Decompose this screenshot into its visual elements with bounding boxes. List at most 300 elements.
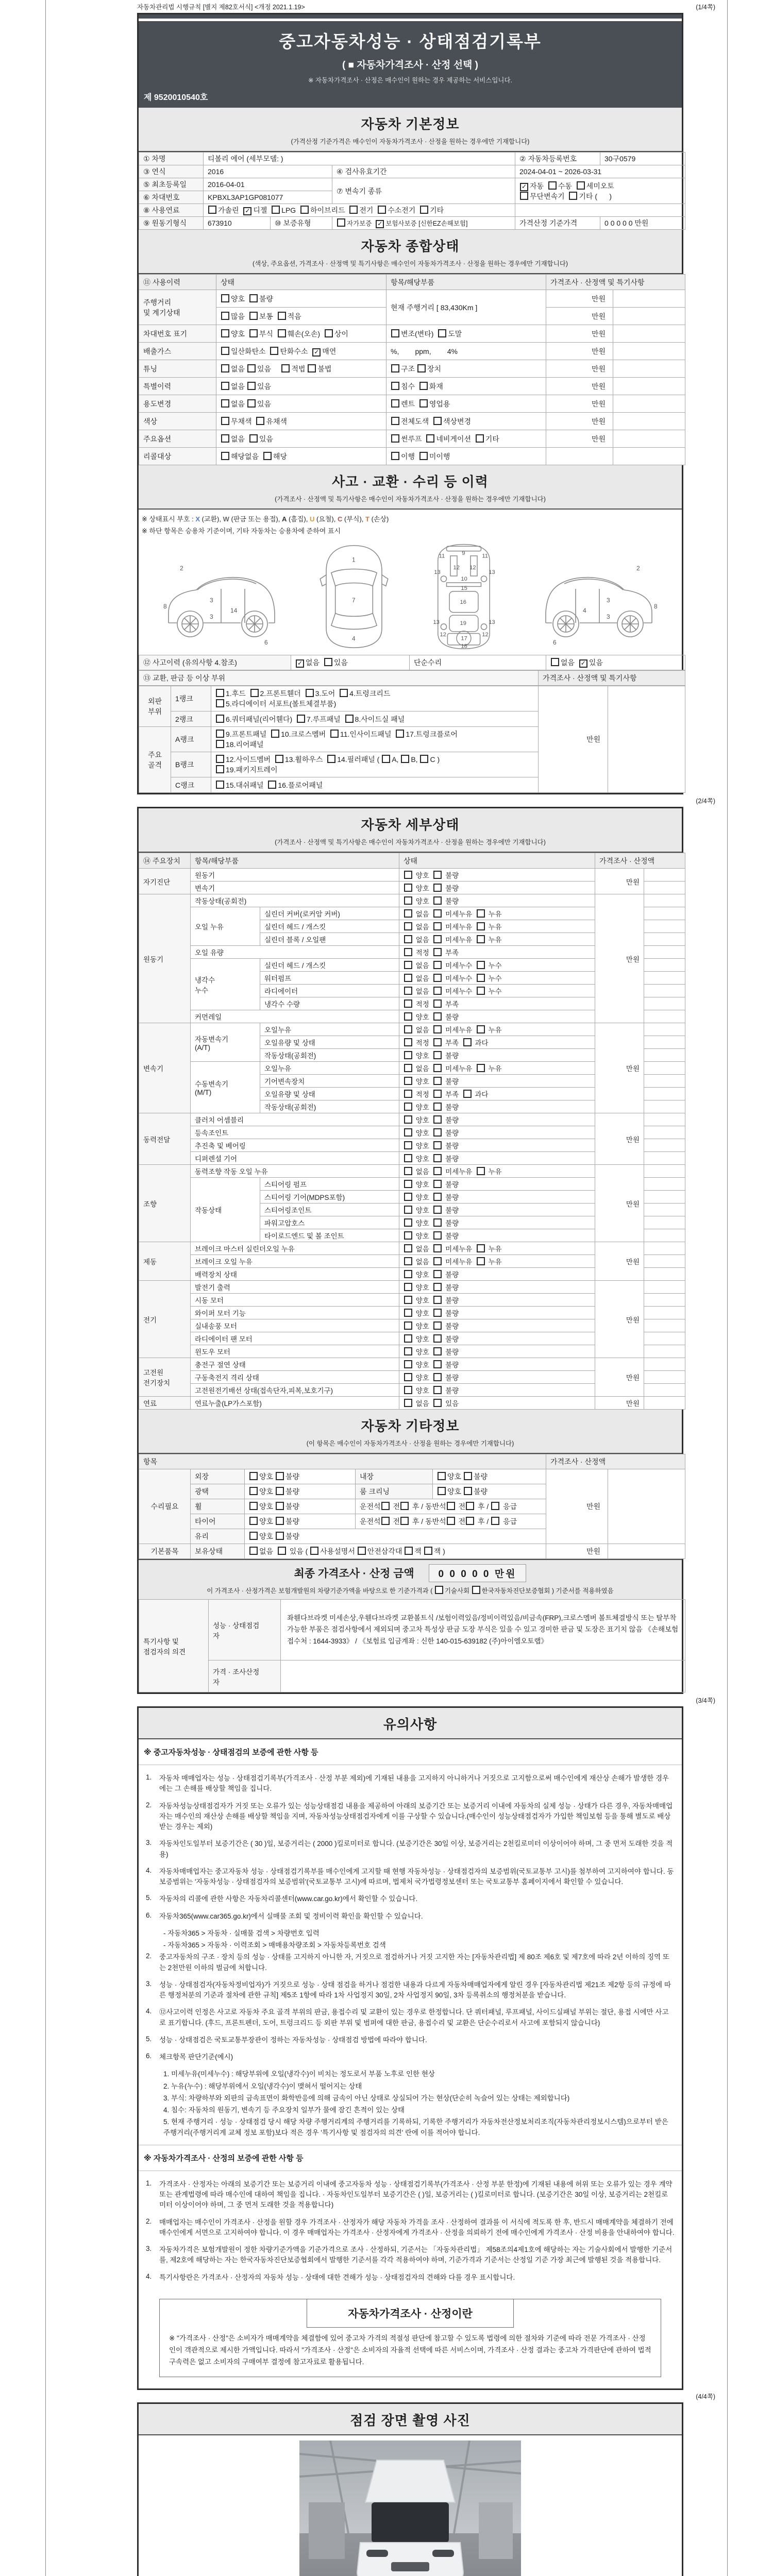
checkbox[interactable] bbox=[477, 1025, 485, 1033]
checkbox[interactable] bbox=[491, 1517, 499, 1525]
checkbox[interactable] bbox=[433, 1296, 442, 1304]
checkbox[interactable] bbox=[404, 1167, 412, 1175]
checkbox[interactable] bbox=[466, 1502, 474, 1510]
checkbox[interactable] bbox=[216, 699, 224, 707]
checkbox[interactable] bbox=[221, 399, 229, 408]
checkbox[interactable] bbox=[221, 294, 229, 302]
checkbox[interactable] bbox=[433, 1141, 442, 1149]
checkbox[interactable] bbox=[276, 1532, 284, 1540]
checkbox[interactable] bbox=[433, 1373, 442, 1381]
checkbox[interactable] bbox=[208, 206, 216, 214]
checkbox[interactable] bbox=[463, 1038, 472, 1046]
checkbox[interactable] bbox=[404, 1360, 412, 1368]
table-row bbox=[139, 448, 685, 465]
state-code-text: (요철), bbox=[314, 515, 338, 523]
checkbox[interactable] bbox=[330, 730, 339, 738]
checkbox[interactable] bbox=[404, 1193, 412, 1201]
checkbox[interactable] bbox=[250, 689, 259, 697]
checkbox[interactable] bbox=[216, 765, 224, 773]
diagram-number: 6 bbox=[264, 639, 268, 646]
checkbox[interactable] bbox=[404, 1064, 412, 1072]
checkbox[interactable] bbox=[247, 399, 256, 408]
checkbox[interactable] bbox=[433, 1347, 442, 1355]
checkbox-checked[interactable]: ✓ bbox=[520, 183, 528, 191]
checkbox[interactable] bbox=[433, 1270, 442, 1278]
checkbox[interactable] bbox=[404, 999, 412, 1008]
note-cell bbox=[644, 1191, 685, 1204]
photos-body bbox=[139, 2435, 682, 2576]
state-cell: 없음 미세누유 누유 bbox=[399, 1062, 595, 1075]
checkbox[interactable] bbox=[221, 329, 229, 337]
checkbox-checked[interactable]: ✓ bbox=[296, 659, 304, 668]
checkbox[interactable] bbox=[401, 755, 409, 763]
state-cell: 양호 불량 bbox=[399, 1294, 595, 1307]
checkbox[interactable] bbox=[381, 1502, 390, 1510]
checkbox[interactable] bbox=[276, 1472, 284, 1480]
notice-item bbox=[146, 1773, 675, 1794]
notice-item-text: 자동차인도일부터 보증기간은 ( 30 )일, 보증거리는 ( 2000 )킬로미터로 합니다. (보증기간은 30일 이상, 보증거리는 2천킬로미터 이상이어야 하며, 그 중 먼저 도래한 것을 적용) bbox=[159, 1840, 673, 1858]
checkbox[interactable] bbox=[404, 1206, 412, 1214]
col-state: 상태 bbox=[399, 853, 595, 869]
reg-number-value: 30구0579 bbox=[600, 152, 685, 165]
checkbox[interactable] bbox=[404, 1038, 412, 1046]
checkbox[interactable] bbox=[433, 1103, 442, 1111]
table-row bbox=[139, 178, 685, 191]
checkbox[interactable] bbox=[477, 1257, 485, 1265]
checkbox[interactable] bbox=[404, 1128, 412, 1137]
checkbox[interactable] bbox=[270, 347, 278, 355]
checkbox[interactable] bbox=[268, 781, 276, 789]
checkbox[interactable] bbox=[433, 1180, 442, 1188]
checkbox[interactable] bbox=[404, 1296, 412, 1304]
checkbox[interactable] bbox=[391, 399, 399, 408]
checkbox[interactable] bbox=[433, 1154, 442, 1162]
checkbox[interactable] bbox=[433, 1115, 442, 1124]
document-number: 제 9520010540호 bbox=[144, 93, 208, 102]
checkbox[interactable] bbox=[404, 1257, 412, 1265]
checkbox[interactable] bbox=[404, 935, 412, 943]
rank-items: 12.사이드멤버 13.휠하우스 14.필러패널 ( A, B, C ) 19.패키지트레이 bbox=[211, 752, 539, 777]
notice-item bbox=[146, 2273, 675, 2283]
checkbox[interactable] bbox=[263, 452, 272, 460]
note-cell bbox=[644, 985, 685, 997]
checkbox[interactable] bbox=[404, 948, 412, 956]
state-cell: 없음 미세누유 누유 bbox=[399, 1023, 595, 1036]
item-label: 작동상태 bbox=[191, 1178, 260, 1242]
checkbox[interactable] bbox=[404, 1373, 412, 1381]
checkbox[interactable] bbox=[276, 1502, 284, 1510]
diagram-number: 2 bbox=[636, 565, 640, 572]
state-cell: 양호 불량 bbox=[399, 1332, 595, 1345]
checkbox[interactable] bbox=[438, 329, 446, 337]
col-items: 항목/해당부품 bbox=[386, 275, 546, 290]
checkbox[interactable] bbox=[249, 1472, 258, 1480]
checkbox[interactable] bbox=[404, 1321, 412, 1330]
checkbox[interactable] bbox=[433, 1257, 442, 1265]
item-label: 와이퍼 모터 기능 bbox=[191, 1307, 399, 1319]
checkbox[interactable] bbox=[349, 206, 358, 214]
checkbox[interactable] bbox=[221, 417, 229, 425]
checkbox[interactable] bbox=[520, 192, 528, 200]
checkbox[interactable] bbox=[271, 730, 279, 738]
note-cell bbox=[644, 972, 685, 985]
state-cell: 없음 있음 bbox=[216, 378, 386, 395]
panel-group-label: 주요 골격 bbox=[139, 727, 171, 793]
state-cell: 양호 불량 bbox=[399, 1358, 595, 1371]
checkbox[interactable] bbox=[300, 206, 309, 214]
checkbox[interactable] bbox=[472, 1586, 480, 1594]
checkbox[interactable] bbox=[433, 1167, 442, 1175]
checkbox[interactable] bbox=[345, 715, 354, 723]
checkbox[interactable] bbox=[420, 206, 428, 214]
checkbox[interactable] bbox=[325, 329, 333, 337]
checkbox[interactable] bbox=[447, 1517, 455, 1525]
checkbox[interactable] bbox=[404, 1218, 412, 1227]
checkbox[interactable] bbox=[221, 452, 229, 460]
checkbox[interactable] bbox=[433, 909, 442, 918]
diagram-number: 17 bbox=[461, 635, 467, 642]
checkbox-checked[interactable]: ✓ bbox=[312, 348, 321, 357]
notice-item-number: 3. bbox=[146, 1979, 152, 1988]
checkbox[interactable] bbox=[327, 755, 335, 763]
notice-item bbox=[146, 2007, 675, 2028]
checkbox[interactable] bbox=[476, 434, 484, 443]
checkbox[interactable] bbox=[216, 730, 224, 738]
checkbox[interactable] bbox=[419, 452, 428, 460]
checkbox[interactable] bbox=[404, 871, 412, 879]
checkbox[interactable] bbox=[404, 896, 412, 905]
checkbox[interactable] bbox=[249, 1532, 258, 1540]
checkbox[interactable] bbox=[551, 658, 559, 666]
note-cell bbox=[644, 997, 685, 1010]
checkbox[interactable] bbox=[477, 1167, 485, 1175]
checkbox[interactable] bbox=[340, 689, 348, 697]
checkbox[interactable] bbox=[404, 1154, 412, 1162]
checkbox[interactable] bbox=[216, 781, 224, 789]
checkbox[interactable] bbox=[433, 871, 442, 879]
checkbox[interactable] bbox=[404, 1051, 412, 1059]
col-price: 가격조사 · 산정액 bbox=[546, 1454, 685, 1469]
checkbox[interactable] bbox=[391, 329, 399, 337]
checkbox[interactable] bbox=[306, 689, 314, 697]
checkbox[interactable] bbox=[405, 1547, 413, 1555]
item-cell: 변조(변타) 도말 bbox=[386, 325, 546, 343]
checkbox[interactable] bbox=[433, 922, 442, 930]
checkbox[interactable] bbox=[433, 961, 442, 969]
checkbox[interactable] bbox=[404, 987, 412, 995]
engine-type-label: ⑨ 원동기형식 bbox=[139, 217, 204, 230]
checkbox[interactable] bbox=[426, 434, 434, 443]
checkbox[interactable] bbox=[433, 1025, 442, 1033]
checkbox[interactable] bbox=[391, 417, 399, 425]
checkbox[interactable] bbox=[404, 884, 412, 892]
checkbox[interactable] bbox=[404, 1077, 412, 1085]
photos-title: 점검 장면 촬영 사진 bbox=[350, 2412, 470, 2428]
checkbox[interactable] bbox=[249, 1487, 258, 1495]
diagram-number: 8 bbox=[163, 603, 167, 610]
state-cell: 양호 불량 bbox=[399, 1268, 595, 1281]
checkbox[interactable] bbox=[249, 312, 258, 320]
item-label: 외장 bbox=[191, 1469, 245, 1484]
checkbox[interactable] bbox=[491, 1502, 499, 1510]
checkbox[interactable] bbox=[404, 1180, 412, 1188]
checkbox[interactable] bbox=[464, 1487, 472, 1495]
checkbox[interactable] bbox=[404, 1283, 412, 1291]
checkbox[interactable] bbox=[433, 896, 442, 905]
checkbox[interactable] bbox=[216, 740, 224, 748]
table-header-row bbox=[139, 275, 685, 290]
table-row bbox=[139, 204, 685, 217]
exchange-rank-table bbox=[139, 686, 685, 793]
item-cell: %, ppm, 4% bbox=[386, 343, 546, 360]
checkbox[interactable] bbox=[281, 364, 290, 372]
state-cell: 양호 불량 bbox=[399, 1139, 595, 1152]
checkbox[interactable] bbox=[417, 364, 426, 372]
diagram-number: 6 bbox=[553, 639, 557, 646]
checkbox[interactable] bbox=[463, 1090, 472, 1098]
price-cell: 만원 bbox=[546, 395, 613, 413]
checkbox[interactable] bbox=[247, 382, 256, 390]
checkbox[interactable] bbox=[404, 1244, 412, 1252]
checkbox[interactable] bbox=[477, 909, 485, 918]
appraiser-label: 가격 · 조사산정 자 bbox=[209, 1660, 281, 1692]
checkbox[interactable] bbox=[464, 1472, 472, 1480]
holding-state-label: 보유상태 bbox=[191, 1544, 245, 1559]
checkbox[interactable] bbox=[577, 181, 585, 190]
notice-item bbox=[146, 1952, 675, 1973]
basic-items-group-label: 기본품목 bbox=[139, 1544, 191, 1559]
checkbox[interactable] bbox=[216, 755, 224, 763]
checkbox-checked[interactable]: ✓ bbox=[579, 659, 587, 668]
accident-history-subtitle: (가격조사 · 산정액 및 특기사항은 매수인이 자동차가격조사 · 산정을 원하는 경우에만 기재합니다) bbox=[275, 496, 546, 503]
note-cell bbox=[644, 882, 685, 894]
checkbox[interactable] bbox=[249, 294, 258, 302]
checkbox[interactable] bbox=[391, 452, 399, 460]
checkbox[interactable] bbox=[404, 1334, 412, 1343]
checkbox[interactable] bbox=[247, 364, 256, 372]
checkbox[interactable] bbox=[249, 434, 258, 443]
checkbox[interactable] bbox=[433, 935, 442, 943]
price-cell: 만원 bbox=[546, 308, 613, 325]
checkbox[interactable] bbox=[310, 1547, 318, 1555]
note-cell bbox=[613, 308, 685, 325]
checkbox[interactable] bbox=[438, 1472, 446, 1480]
checkbox[interactable] bbox=[569, 192, 577, 200]
checkbox[interactable] bbox=[433, 1309, 442, 1317]
checkbox[interactable] bbox=[477, 922, 485, 930]
checkbox[interactable] bbox=[324, 658, 332, 666]
opinion-row-label: 특기사항 및 점검자의 의견 bbox=[139, 1600, 209, 1692]
checkbox[interactable] bbox=[424, 1547, 432, 1555]
checkbox[interactable] bbox=[391, 364, 399, 372]
base-price-label: 가격산정 기준가격 bbox=[515, 217, 600, 230]
checkbox[interactable] bbox=[433, 1064, 442, 1072]
checkbox[interactable] bbox=[404, 1399, 412, 1407]
checkbox[interactable] bbox=[477, 961, 485, 969]
checkbox[interactable] bbox=[420, 755, 428, 763]
table-header-row bbox=[139, 853, 685, 869]
checkbox[interactable] bbox=[404, 1386, 412, 1394]
checkbox[interactable] bbox=[404, 1115, 412, 1124]
checkbox[interactable] bbox=[278, 329, 286, 337]
checkbox[interactable] bbox=[275, 755, 283, 763]
notice-item-text: 중고자동차의 구조 · 장치 등의 성능 · 상태를 고지하지 아니한 자, 거짓으로 점검하거나 거짓 고지한 자는 [자동차관리법] 제 80조 제6호 및 제7호에 따라 2년 이하의 징역 또는 2천만원 이하의 벌금에 처합니다. bbox=[159, 1953, 669, 1972]
checkbox[interactable] bbox=[404, 909, 412, 918]
checkbox[interactable] bbox=[433, 1321, 442, 1330]
checkbox[interactable] bbox=[404, 1141, 412, 1149]
checkbox[interactable] bbox=[433, 1051, 442, 1059]
checkbox[interactable] bbox=[404, 1090, 412, 1098]
checkbox[interactable] bbox=[435, 1586, 443, 1594]
checkbox[interactable] bbox=[477, 1244, 485, 1252]
checkbox[interactable] bbox=[221, 382, 229, 390]
state-cell: 양호 불량 bbox=[399, 1384, 595, 1397]
checkbox[interactable] bbox=[477, 1064, 485, 1072]
notice-item-text: 성능 · 상태점검자(자동차정비업자)가 거짓으로 성능 · 상태 점검을 하거나 점검한 내용과 다르게 자동차매매업자에게 알린 경우 [자동차관리법 제21조 제2항 등의 규정에 따른 행정처분의 기준과 절차에 관한 규칙] 제5조 1항에 따라 1차 사업정지 30일, 2차 사업정지 90일, 3차 등록취소의 행정처분을 받습니다. bbox=[159, 1980, 671, 1999]
overall-state-table bbox=[139, 274, 685, 465]
checkbox[interactable] bbox=[221, 347, 229, 355]
checkbox[interactable] bbox=[337, 218, 345, 227]
table-row bbox=[139, 1397, 685, 1410]
state-cell: 양호 불량 bbox=[399, 1229, 595, 1242]
checkbox[interactable] bbox=[249, 329, 258, 337]
checkbox[interactable] bbox=[278, 312, 286, 320]
checkbox[interactable] bbox=[297, 715, 305, 723]
checkbox[interactable] bbox=[221, 364, 229, 372]
checkbox[interactable] bbox=[358, 1547, 366, 1555]
checkbox[interactable] bbox=[400, 1517, 409, 1525]
checkbox[interactable] bbox=[404, 1347, 412, 1355]
checkbox[interactable] bbox=[382, 755, 390, 763]
checkbox[interactable] bbox=[433, 417, 442, 425]
checkbox[interactable] bbox=[216, 689, 224, 697]
checkbox[interactable] bbox=[548, 181, 557, 190]
state-code: X bbox=[195, 515, 200, 523]
checkbox[interactable] bbox=[278, 1547, 286, 1555]
document-title: 중고자동차성능 · 상태점검기록부 bbox=[279, 32, 542, 51]
checkbox[interactable] bbox=[477, 974, 485, 982]
checkbox[interactable] bbox=[433, 1244, 442, 1252]
checkbox[interactable] bbox=[433, 1012, 442, 1021]
checkbox[interactable] bbox=[378, 206, 386, 214]
item-label: 광택 bbox=[191, 1484, 245, 1499]
state-cell: 양호 불량 bbox=[216, 290, 386, 308]
checkbox[interactable] bbox=[433, 1386, 442, 1394]
checkbox[interactable] bbox=[433, 884, 442, 892]
note-cell bbox=[613, 360, 685, 378]
notice-item bbox=[146, 2179, 675, 2211]
checkbox[interactable] bbox=[404, 1103, 412, 1111]
checkbox[interactable] bbox=[404, 961, 412, 969]
checkbox[interactable] bbox=[419, 382, 428, 390]
checkbox[interactable] bbox=[433, 1218, 442, 1227]
state-code: W bbox=[223, 515, 229, 523]
checkbox[interactable] bbox=[221, 434, 229, 443]
checkbox[interactable] bbox=[400, 1502, 409, 1510]
checkbox[interactable] bbox=[391, 434, 399, 443]
checkbox[interactable] bbox=[433, 1334, 442, 1343]
checkbox[interactable] bbox=[433, 948, 442, 956]
checkbox[interactable] bbox=[404, 1270, 412, 1278]
diagram-number: 14 bbox=[230, 607, 238, 614]
checkbox[interactable] bbox=[308, 364, 316, 372]
checkbox[interactable] bbox=[404, 1231, 412, 1240]
checkbox[interactable] bbox=[276, 1517, 284, 1525]
checkbox[interactable] bbox=[404, 1309, 412, 1317]
diagram-number: 18 bbox=[461, 643, 467, 650]
checkbox[interactable] bbox=[433, 1283, 442, 1291]
checkbox[interactable] bbox=[404, 1012, 412, 1021]
checkbox[interactable] bbox=[433, 1399, 442, 1407]
checkbox[interactable] bbox=[256, 417, 264, 425]
checkbox[interactable] bbox=[221, 312, 229, 320]
checkbox[interactable] bbox=[438, 1487, 446, 1495]
col-item-part: 항목/해당부품 bbox=[191, 853, 399, 869]
note-cell bbox=[644, 1268, 685, 1281]
checkbox[interactable] bbox=[433, 1038, 442, 1046]
checkbox[interactable] bbox=[276, 1487, 284, 1495]
checkbox[interactable] bbox=[433, 1090, 442, 1098]
checkbox[interactable] bbox=[381, 1517, 390, 1525]
notice-item-number: 4. bbox=[146, 2272, 152, 2280]
checkbox[interactable] bbox=[391, 382, 399, 390]
checkbox[interactable] bbox=[419, 399, 428, 408]
sub-item-label: 타이로드엔드 및 볼 조인트 bbox=[260, 1229, 399, 1242]
sub-item-label: 스티어링 기어(MDPS포함) bbox=[260, 1191, 399, 1204]
state-cell: 없음 미세누수 누수 bbox=[399, 972, 595, 985]
checkbox[interactable] bbox=[433, 1206, 442, 1214]
checkbox[interactable] bbox=[249, 1517, 258, 1525]
diagram-number: 12 bbox=[469, 564, 476, 571]
sub-item-label: 실린더 헤드 / 개스킷 bbox=[260, 920, 399, 933]
checkbox[interactable] bbox=[404, 1025, 412, 1033]
checkbox[interactable] bbox=[433, 974, 442, 982]
checkbox[interactable] bbox=[216, 715, 224, 723]
state-cell: 양호 불량 bbox=[399, 1152, 595, 1165]
notice-section2-label: ※ 자동차가격조사 · 산정의 보증에 관한 사항 등 bbox=[139, 2145, 682, 2171]
checkbox[interactable] bbox=[477, 935, 485, 943]
item-label: 타이어 bbox=[191, 1514, 245, 1529]
usage-history-label: 배출가스 bbox=[139, 343, 216, 360]
checkbox[interactable] bbox=[249, 1547, 258, 1555]
checkbox[interactable] bbox=[433, 1128, 442, 1137]
price-cell: 만원 bbox=[546, 343, 613, 360]
checkbox[interactable] bbox=[404, 922, 412, 930]
checkbox[interactable] bbox=[396, 730, 404, 738]
note-cell bbox=[644, 1281, 685, 1294]
checkbox[interactable] bbox=[433, 999, 442, 1008]
checkbox[interactable] bbox=[272, 206, 280, 214]
checkbox-checked[interactable]: ✓ bbox=[243, 207, 251, 215]
state-cell: 양호 불량 bbox=[399, 1371, 595, 1384]
checkbox[interactable] bbox=[433, 1077, 442, 1085]
checkbox[interactable] bbox=[433, 987, 442, 995]
checkbox[interactable] bbox=[447, 1502, 455, 1510]
checkbox[interactable] bbox=[433, 1360, 442, 1368]
checkbox[interactable] bbox=[466, 1517, 474, 1525]
simple-repair-options: 없음 ✓ 있음 bbox=[546, 655, 685, 670]
accident-history-row bbox=[139, 655, 685, 670]
notice-item bbox=[146, 2035, 675, 2045]
checkbox[interactable] bbox=[477, 987, 485, 995]
checkbox[interactable] bbox=[433, 1231, 442, 1240]
checkbox[interactable] bbox=[404, 974, 412, 982]
state-cell: 양호 불량 bbox=[399, 1204, 595, 1216]
detail-state-title: 자동차 세부상태 bbox=[361, 817, 460, 833]
checkbox[interactable] bbox=[249, 1502, 258, 1510]
checkbox-checked[interactable]: ✓ bbox=[376, 220, 384, 228]
checkbox[interactable] bbox=[433, 1193, 442, 1201]
